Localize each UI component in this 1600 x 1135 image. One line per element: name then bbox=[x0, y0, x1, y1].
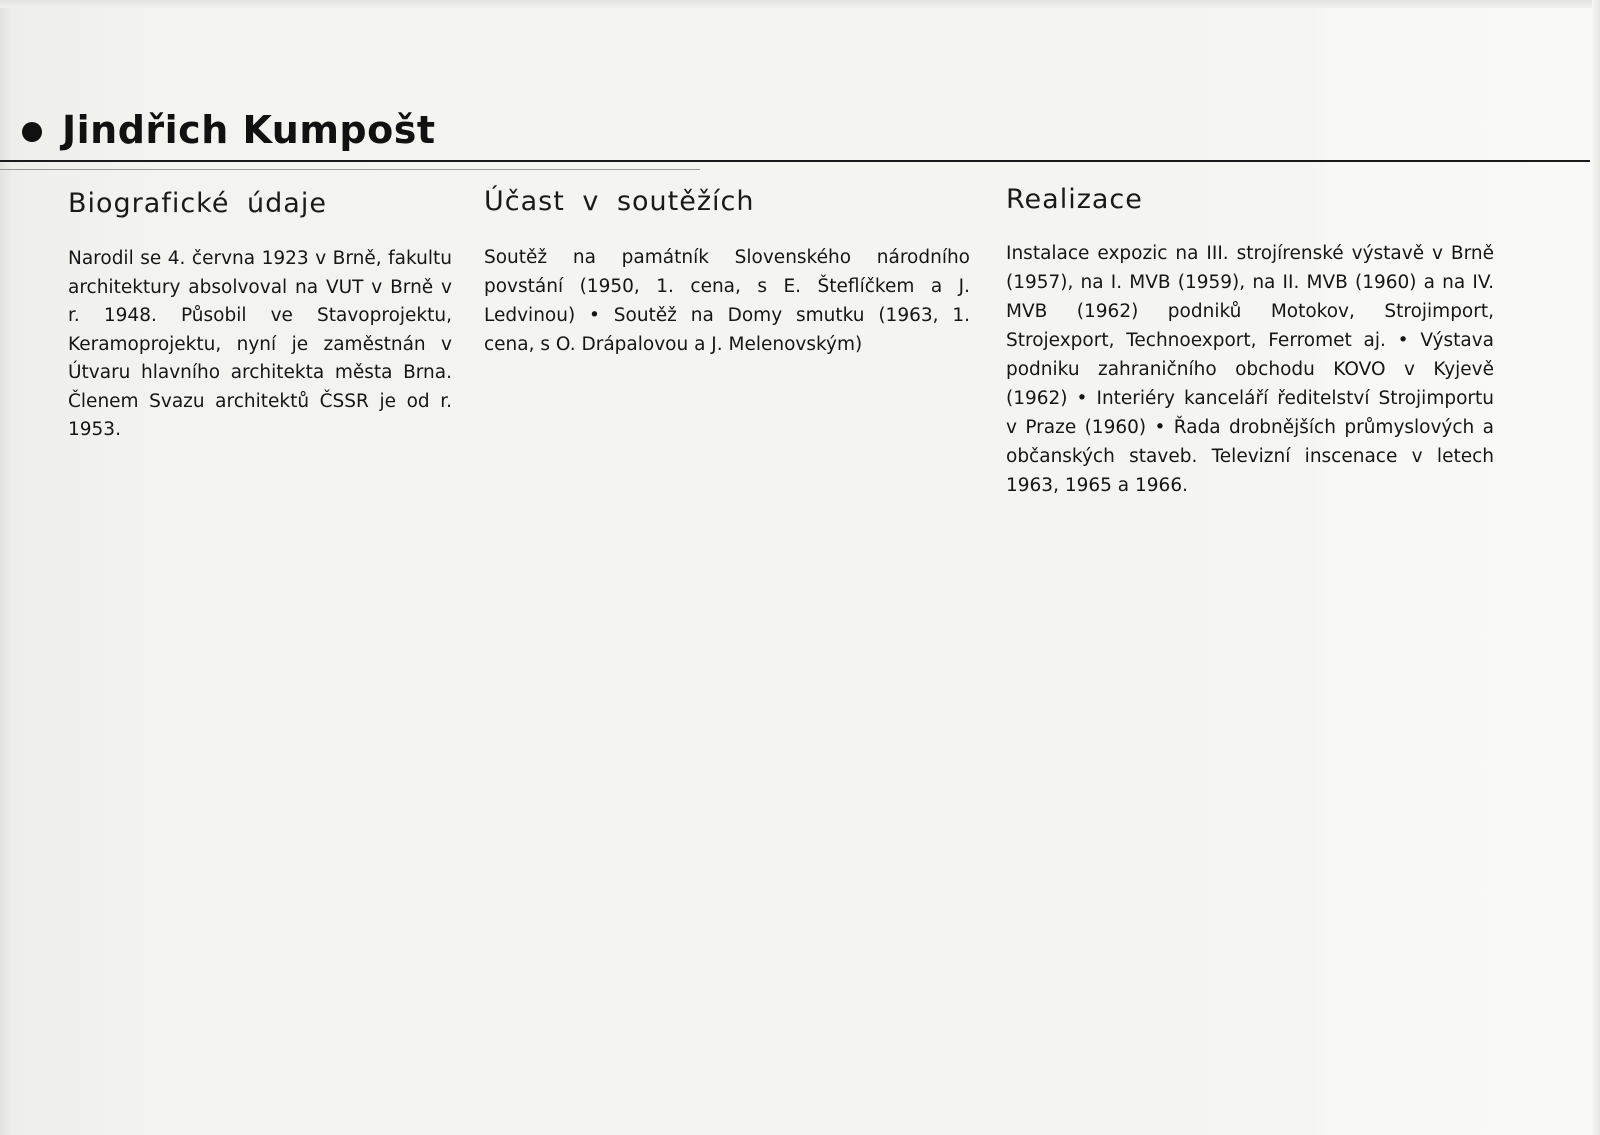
header-divider-shadow bbox=[0, 169, 700, 170]
realizations-text: Instalace expozic na III. strojírenské výstavě v Brně (1957), na I. MVB (1959), na II. MVB (1960) a na IV. MVB (1962) podniků Motokov, Strojimport, Strojexport, Technoexport, Ferromet aj. • Výstava podniku zahraničního obchodu KOVO v Kyjevě (1962) • Interiéry kanceláří ředitelství Strojimportu v Praze (1960) • Řada drobnějších průmyslových a občanských staveb. Televizní inscenace v letech 1963, 1965 a 1966. bbox=[1006, 243, 1494, 496]
page-top-edge bbox=[0, 0, 1600, 8]
page-right-edge bbox=[1592, 0, 1600, 1135]
header-divider bbox=[0, 160, 1590, 162]
competitions-column bbox=[484, 186, 970, 359]
page-title: Jindřich Kumpošt bbox=[62, 108, 436, 152]
biography-heading: Biografické údaje bbox=[68, 188, 327, 219]
page-header bbox=[22, 108, 436, 152]
realizations-column bbox=[1006, 184, 1494, 500]
biography-column bbox=[68, 188, 452, 445]
page-left-edge bbox=[0, 0, 12, 1135]
realizations-heading: Realizace bbox=[1006, 184, 1143, 215]
competitions-text: Soutěž na památník Slovenského národního povstání (1950, 1. cena, s E. Šteflíčkem a J. Ledvinou) • Soutěž na Domy smutku (1963, 1. cena, s O. Drápalovou a J. Melenovským) bbox=[484, 247, 970, 355]
competitions-heading: Účast v soutěžích bbox=[484, 186, 755, 217]
biography-text: Narodil se 4. června 1923 v Brně, fakultu architektury absolvoval na VUT v Brně v r. 1948. Působil ve Stavoprojektu, Keramoprojektu, nyní je zaměstnán v Útvaru hlavního architekta města Brna. Členem Svazu architektů ČSSR je od r. 1953. bbox=[68, 248, 452, 440]
bullet-icon bbox=[22, 122, 42, 142]
